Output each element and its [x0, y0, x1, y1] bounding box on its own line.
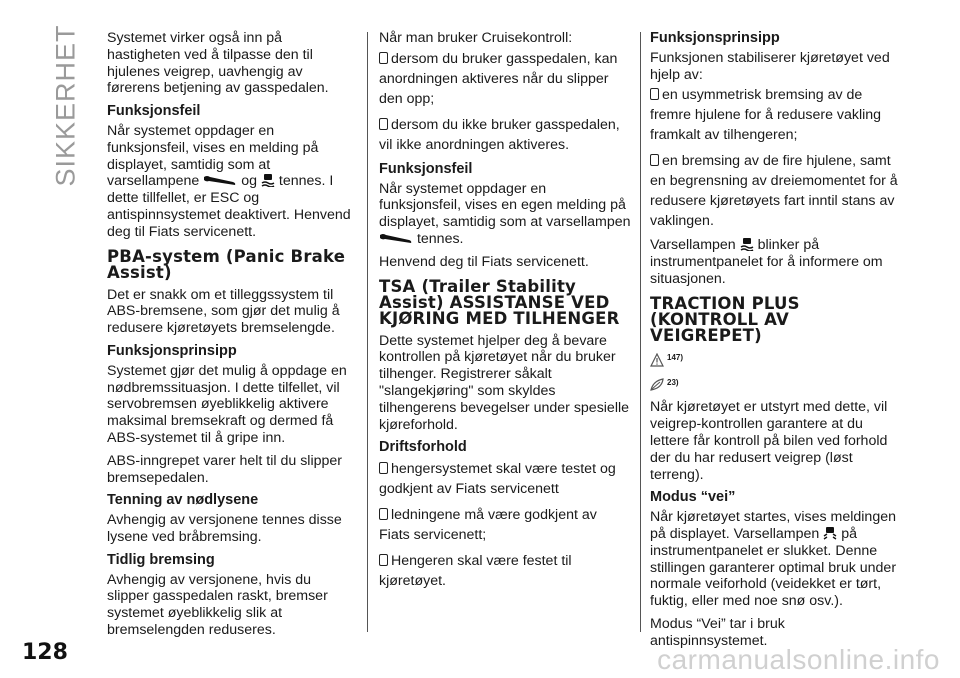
- column-divider-2: [640, 32, 641, 632]
- traction-lamp-icon: [823, 526, 837, 540]
- list-item: en bremsing av de fire hjulene, samt en begrensning av dreiemomentet for å redusere kjøretøyets fart inntil stans av vaklingen.: [650, 153, 898, 230]
- heading-traction-plus: TRACTION PLUS (KONTROLL AV VEIGREPET): [650, 293, 800, 345]
- paragraph: Systemet virker også inn på hastigheten ved å tilpasse den til hjulenes veigrep, uavhengig av førerens betjening av gasspedalen.: [107, 30, 329, 97]
- paragraph-fault: Når systemet oppdager en funksjonsfeil, vises en egen melding på displayet, samtidig som at varsellampen tennes.: [379, 180, 631, 247]
- bullet-icon: [650, 154, 659, 166]
- heading-principle: Funksjonsprinsipp: [107, 342, 237, 359]
- list-item: dersom du ikke bruker gasspedalen, vil ikke anordningen aktiveres.: [379, 116, 620, 153]
- paragraph: Det er snakk om et tilleggssystem til ABS-bremsene, som gjør det mulig å redusere kjøretøyets bremselengde.: [107, 286, 340, 337]
- heading-principle: Funksjonsprinsipp: [650, 30, 780, 46]
- paragraph: Når man bruker Cruisekontroll:: [379, 30, 573, 46]
- bullet-icon: [650, 88, 659, 100]
- bullet-icon: [379, 52, 388, 64]
- section-label-text: SIKKERHET: [50, 23, 81, 187]
- paragraph: Når kjøretøyet er utstyrt med dette, vil veigrep-kontrollen garantere at du lettere får kontroll på bilen ved forhold der du har redusert veigrep (løst terreng).: [650, 399, 888, 483]
- heading-conditions: Driftsforhold: [379, 439, 467, 456]
- heading-pba: PBA-system (Panic Brake Assist): [107, 246, 346, 282]
- bullet-icon: [379, 462, 388, 474]
- wrench-warning-icon: [379, 232, 413, 244]
- environment-icon: [650, 377, 664, 391]
- bullet-icon: [379, 118, 388, 130]
- paragraph-lamp: Varsellampen blinker på instrumentpanelet for å informere om situasjonen.: [650, 237, 883, 287]
- bullet-icon: [379, 508, 388, 520]
- wrench-warning-icon: [203, 174, 237, 186]
- paragraph-road: Når kjøretøyet startes, vises meldingen på displayet. Varsellampen på instrumentpanelet er slukket. Denne stillingen garanterer optimal bruk under normale veiforhold (veidekket er tørt, fuktig, eller med noe snø osv.).: [650, 509, 897, 610]
- heading-tsa: TSA (Trailer Stability Assist) ASSISTANSE VED KJØRING MED TILHENGER: [379, 276, 620, 328]
- list-item: dersom du bruker gasspedalen, kan anordningen aktiveres når du slipper den opp;: [379, 50, 618, 107]
- paragraph: ABS-inngrepet varer helt til du slipper bremsepedalen.: [107, 452, 343, 486]
- paragraph: Henvend deg til Fiats servicenett.: [379, 253, 589, 270]
- paragraph: Avhengig av versjonene, hvis du slipper gasspedalen raskt, bremser systemet øyeblikkelig slik at bremselengden reduseres.: [107, 571, 328, 638]
- page-number: 128: [22, 640, 68, 665]
- paragraph: Systemet gjør det mulig å oppdage en nødbremssituasjon. I dette tilfellet, vil servobremsen øyeblikkelig aktivere maksimal bremsekraft og dermed få ABS-systemet til å gripe inn.: [107, 362, 347, 446]
- column-divider-1: [367, 32, 368, 632]
- list-item: en usymmetrisk bremsing av de fremre hjulene for å redusere vakling framkalt av tilhengeren;: [650, 87, 882, 144]
- heading-fault: Funksjonsfeil: [107, 103, 201, 120]
- column-2: [379, 30, 631, 597]
- heading-hazard-lights: Tenning av nødlysene: [107, 492, 259, 509]
- list-item: Hengeren skal være festet til kjøretøyet.: [379, 553, 572, 590]
- bullet-icon: [379, 554, 388, 566]
- watermark: carmanualsonline.info: [657, 644, 940, 675]
- section-label: [46, 23, 86, 187]
- heading-fault: Funksjonsfeil: [379, 160, 473, 177]
- environment-note: [650, 375, 898, 392]
- esc-warning-icon: [261, 173, 275, 187]
- note-reference: 23): [667, 377, 679, 387]
- warning-note: [650, 350, 898, 367]
- column-1: [107, 30, 355, 645]
- paragraph: Avhengig av versjonene tennes disse lysene ved bråbremsing.: [107, 512, 342, 545]
- paragraph: Dette systemet hjelper deg å bevare kontrollen på kjøretøyet når du bruker tilhenger. Registrerer såkalt "slangekjøring" som skyldes tilhengerens bevegelser under spesielle kjøreforhold.: [379, 332, 630, 433]
- column-3: [650, 30, 898, 656]
- list-item: ledningene må være godkjent av Fiats servicenett;: [379, 507, 597, 544]
- paragraph: Modus “Vei” tar i bruk antispinnsystemet.: [650, 615, 785, 649]
- note-reference: 147): [667, 352, 684, 362]
- list-item: hengersystemet skal være testet og godkjent av Fiats servicenett: [379, 461, 616, 498]
- esc-warning-icon: [740, 237, 754, 251]
- paragraph-fault: Når systemet oppdager en funksjonsfeil, vises en melding på displayet, samtidig som at varsellampene og tennes. I dette tillfellet, er ESC og antispinnsystemet deaktivert. Henvend deg til Fiats servicenett.: [107, 122, 351, 240]
- warning-triangle-icon: [650, 353, 664, 367]
- heading-road-mode: Modus “vei”: [650, 489, 736, 506]
- heading-early-braking: Tidlig bremsing: [107, 551, 215, 568]
- paragraph: Funksjonen stabiliserer kjøretøyet ved hjelp av:: [650, 49, 890, 83]
